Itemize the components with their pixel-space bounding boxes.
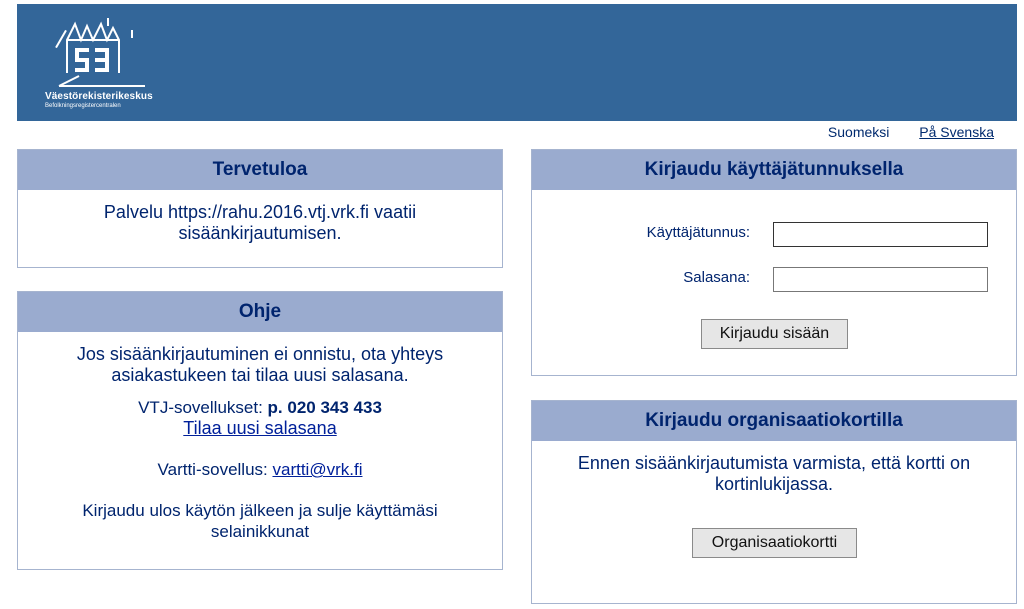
- card-login-text: Ennen sisäänkirjautumista varmista, että kortti on kortinlukijassa.: [577, 453, 971, 494]
- org-name-swedish: Befolkningsregistercentralen: [45, 103, 121, 109]
- order-new-password-link[interactable]: Tilaa uusi salasana: [183, 418, 337, 438]
- header-banner: [17, 4, 1017, 121]
- welcome-panel: [17, 149, 503, 268]
- language-swedish-link[interactable]: På Svenska: [919, 124, 994, 140]
- password-input[interactable]: [773, 267, 988, 292]
- logout-instructions: Kirjaudu ulos käytön jälkeen ja sulje käyttämäsi selainikkunat: [82, 501, 438, 541]
- vartti-email-link[interactable]: vartti@vrk.fi: [272, 460, 363, 479]
- username-login-title: Kirjaudu käyttäjätunnuksella: [532, 150, 1016, 190]
- username-input[interactable]: [773, 222, 988, 247]
- organisation-card-button[interactable]: Organisaatiokortti: [692, 528, 857, 558]
- language-selector: [802, 124, 994, 140]
- language-finnish[interactable]: Suomeksi: [827, 124, 890, 140]
- vrk-logo-icon: [45, 18, 165, 90]
- vtj-phone: p. 020 343 433: [267, 398, 382, 417]
- vrk-logo: [45, 18, 185, 113]
- login-form: [532, 190, 1016, 375]
- login-submit-button[interactable]: Kirjaudu sisään: [701, 319, 848, 349]
- username-login-panel: [531, 149, 1017, 376]
- vartti-label: Vartti-sovellus:: [157, 460, 273, 479]
- org-name: Väestörekisterikeskus: [45, 91, 153, 102]
- vtj-label: VTJ-sovellukset:: [138, 398, 268, 417]
- help-title: Ohje: [18, 292, 502, 332]
- username-label: Käyttäjätunnus:: [646, 224, 750, 241]
- welcome-text: Palvelu https://rahu.2016.vtj.vrk.fi vaatii sisäänkirjautumisen.: [103, 202, 417, 243]
- vtj-support: [18, 397, 502, 418]
- help-text: Jos sisäänkirjautuminen ei onnistu, ota yhteys asiakastukeen tai tilaa uusi salasana.: [76, 344, 444, 385]
- welcome-title: Tervetuloa: [18, 150, 502, 190]
- help-panel: [17, 291, 503, 570]
- password-label: Salasana:: [683, 269, 750, 286]
- card-login-title: Kirjaudu organisaatiokortilla: [532, 401, 1016, 441]
- vartti-support: [18, 459, 502, 480]
- card-login-panel: [531, 400, 1017, 604]
